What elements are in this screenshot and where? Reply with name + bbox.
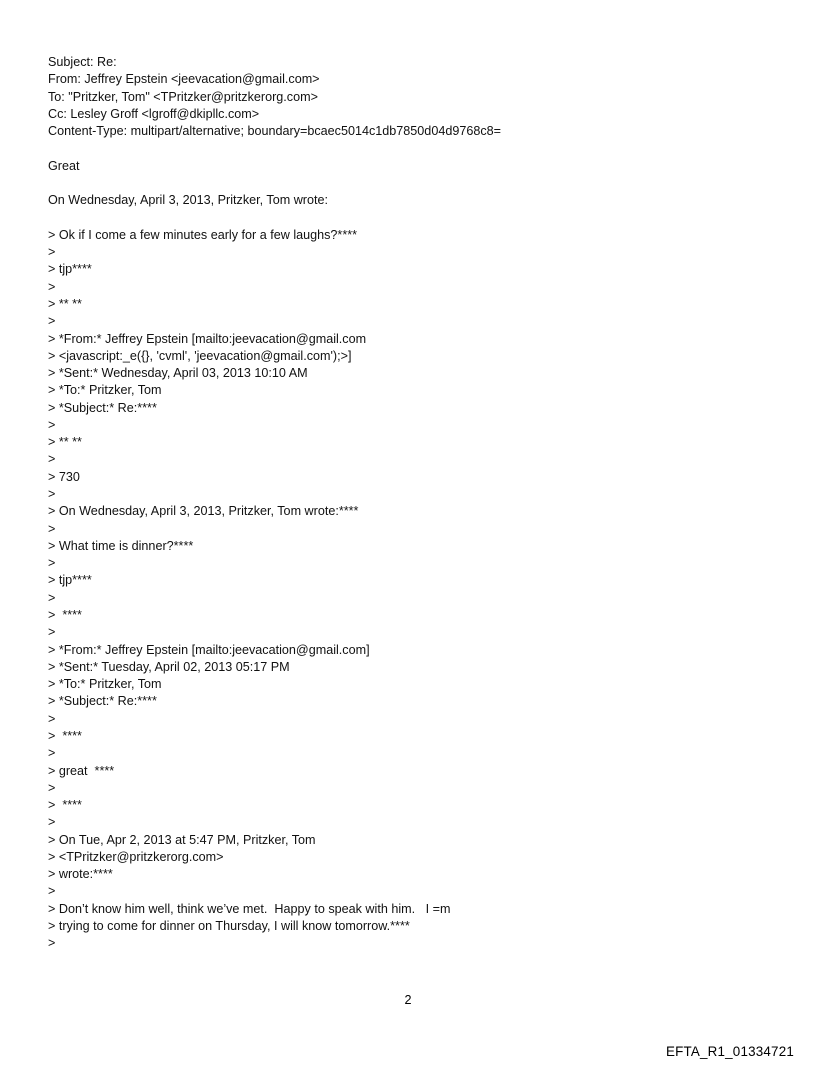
email-line: > *Sent:* Wednesday, April 03, 2013 10:10 AM — [48, 366, 308, 380]
page-number: 2 — [404, 993, 412, 1007]
email-line: > — [48, 556, 56, 571]
email-line: > ** ** — [48, 296, 82, 311]
email-line: > *From:* Jeffrey Epstein [mailto:jeevacation@gmail.com] — [48, 642, 370, 657]
email-line: > great **** — [48, 763, 115, 778]
email-line: > **** — [48, 608, 82, 622]
email-line: > ** ** — [48, 435, 82, 450]
email-line: To: "Pritzker, Tom" <TPritzker@pritzkerorg.com> — [48, 89, 318, 104]
email-line: > *To:* Pritzker, Tom — [48, 677, 162, 692]
email-line: > On Tue, Apr 2, 2013 at 5:47 PM, Pritzker, Tom — [48, 832, 316, 847]
email-line: Subject: Re: — [48, 55, 117, 69]
email-line: On Wednesday, April 3, 2013, Pritzker, Tom wrote: — [48, 193, 328, 208]
email-line: > *Subject:* Re:**** — [48, 400, 157, 415]
email-line: > — [48, 521, 56, 536]
email-line: > — [48, 452, 56, 467]
email-line: > — [48, 487, 56, 501]
email-line: > — [48, 314, 56, 329]
email-line: From: Jeffrey Epstein <jeevacation@gmail.com> — [48, 72, 320, 87]
email-line: > wrote:**** — [48, 867, 113, 882]
email-line: Great — [48, 158, 80, 173]
email-line: > **** — [48, 728, 82, 743]
email-line: > <javascript:_e({}, 'cvml', 'jeevacation@gmail.com');>] — [48, 348, 352, 363]
email-line: > — [48, 417, 56, 432]
email-line: > On Wednesday, April 3, 2013, Pritzker, Tom wrote:**** — [48, 504, 359, 519]
email-line: > Ok if I come a few minutes early for a few laughs?**** — [48, 227, 358, 242]
email-line: > *To:* Pritzker, Tom — [48, 383, 162, 398]
email-line: > tjp**** — [48, 262, 92, 277]
email-line: > Don’t know him well, think we’ve met. Happy to speak with him. I =m — [48, 901, 451, 916]
email-line: Cc: Lesley Groff <lgroff@dkipllc.com> — [48, 106, 260, 121]
bates-number: EFTA_R1_01334721 — [665, 1044, 794, 1059]
email-line: > 730 — [48, 469, 80, 484]
email-line: > — [48, 625, 56, 640]
email-line: > <TPritzker@pritzkerorg.com> — [48, 849, 224, 864]
email-line: > — [48, 936, 56, 951]
email-line: > — [48, 815, 56, 830]
email-line: Content-Type: multipart/alternative; boundary=bcaec5014c1db7850d04d9768c8= — [48, 124, 501, 139]
email-line: > — [48, 780, 56, 795]
email-line: > — [48, 279, 56, 294]
email-line: > — [48, 245, 56, 260]
email-line: > — [48, 746, 56, 761]
email-line: > — [48, 590, 56, 605]
email-line: > — [48, 711, 56, 726]
email-line: > *From:* Jeffrey Epstein [mailto:jeevacation@gmail.com — [48, 331, 367, 346]
email-line: > What time is dinner?**** — [48, 538, 194, 553]
email-line: > **** — [48, 798, 82, 812]
email-line: > trying to come for dinner on Thursday, I will know tomorrow.**** — [48, 919, 410, 933]
email-line: > — [48, 884, 56, 899]
email-line: > *Subject:* Re:**** — [48, 694, 157, 709]
email-line: > tjp**** — [48, 573, 92, 588]
email-line: > *Sent:* Tuesday, April 02, 2013 05:17 PM — [48, 659, 290, 674]
